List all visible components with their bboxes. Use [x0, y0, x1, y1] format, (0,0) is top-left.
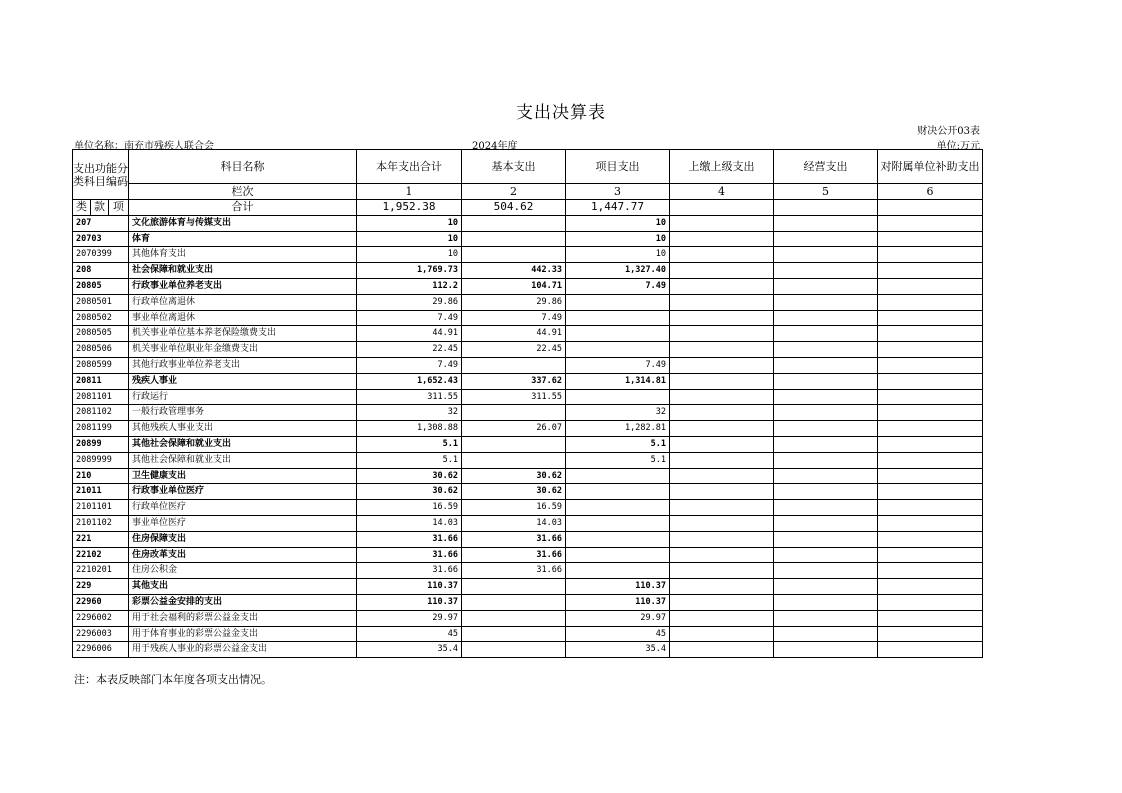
row-code: 20703 [73, 231, 129, 247]
row-project: 5.1 [566, 436, 670, 452]
row-basic [462, 594, 566, 610]
row-remit [670, 278, 774, 294]
row-name: 文化旅游体育与传媒支出 [129, 215, 357, 231]
row-code: 2296003 [73, 626, 129, 642]
row-remit [670, 342, 774, 358]
col-number: 3 [566, 184, 670, 200]
row-subsidy [878, 626, 983, 642]
row-code: 2101101 [73, 500, 129, 516]
row-business [774, 247, 878, 263]
row-remit [670, 389, 774, 405]
table-row [73, 468, 983, 484]
table-row [73, 547, 983, 563]
row-code: 2081102 [73, 405, 129, 421]
row-basic: 31.66 [462, 531, 566, 547]
row-code: 22960 [73, 594, 129, 610]
table-row [73, 326, 983, 342]
footnote: 注：本表反映部门本年度各项支出情况。 [74, 673, 272, 686]
row-basic [462, 452, 566, 468]
total-project: 1,447.77 [566, 200, 670, 216]
row-name: 事业单位医疗 [129, 515, 357, 531]
row-subsidy [878, 484, 983, 500]
row-project: 10 [566, 215, 670, 231]
row-subsidy [878, 278, 983, 294]
row-subsidy [878, 579, 983, 595]
row-subsidy [878, 610, 983, 626]
table-row [73, 626, 983, 642]
row-total: 110.37 [357, 594, 462, 610]
row-name: 彩票公益金安排的支出 [129, 594, 357, 610]
row-business [774, 515, 878, 531]
row-remit [670, 642, 774, 658]
table-row [73, 531, 983, 547]
row-subsidy [878, 452, 983, 468]
row-business [774, 405, 878, 421]
row-project [566, 547, 670, 563]
row-project: 10 [566, 247, 670, 263]
row-code: 2101102 [73, 515, 129, 531]
row-name: 行政事业单位医疗 [129, 484, 357, 500]
row-project: 7.49 [566, 357, 670, 373]
row-project: 1,314.81 [566, 373, 670, 389]
row-code: 2080599 [73, 357, 129, 373]
row-remit [670, 531, 774, 547]
row-code: 207 [73, 215, 129, 231]
row-business [774, 547, 878, 563]
header-kuan: 款 [91, 200, 109, 216]
table-row [73, 563, 983, 579]
row-subsidy [878, 547, 983, 563]
row-total: 311.55 [357, 389, 462, 405]
row-basic: 14.03 [462, 515, 566, 531]
row-remit [670, 452, 774, 468]
row-basic: 30.62 [462, 484, 566, 500]
row-basic [462, 436, 566, 452]
table-row [73, 500, 983, 516]
row-basic: 311.55 [462, 389, 566, 405]
row-project: 1,282.81 [566, 421, 670, 437]
row-remit [670, 310, 774, 326]
table-row [73, 579, 983, 595]
header-col-subsidy: 对附属单位补助支出 [878, 150, 983, 184]
row-basic [462, 247, 566, 263]
header-col-total: 本年支出合计 [357, 150, 462, 184]
header-col-project: 项目支出 [566, 150, 670, 184]
table-row [73, 436, 983, 452]
row-project: 45 [566, 626, 670, 642]
row-remit [670, 547, 774, 563]
table-row [73, 421, 983, 437]
row-business [774, 389, 878, 405]
table-row [73, 405, 983, 421]
row-basic: 337.62 [462, 373, 566, 389]
row-total: 30.62 [357, 468, 462, 484]
table-row [73, 389, 983, 405]
row-name: 住房保障支出 [129, 531, 357, 547]
row-total: 112.2 [357, 278, 462, 294]
row-basic [462, 626, 566, 642]
row-business [774, 294, 878, 310]
row-remit [670, 626, 774, 642]
row-total: 10 [357, 247, 462, 263]
row-business [774, 326, 878, 342]
row-project [566, 515, 670, 531]
row-total: 29.86 [357, 294, 462, 310]
row-code: 2080506 [73, 342, 129, 358]
row-remit [670, 405, 774, 421]
row-business [774, 484, 878, 500]
row-project [566, 294, 670, 310]
row-subsidy [878, 594, 983, 610]
row-basic: 31.66 [462, 547, 566, 563]
row-code: 2070399 [73, 247, 129, 263]
row-remit [670, 563, 774, 579]
row-business [774, 310, 878, 326]
row-total: 10 [357, 231, 462, 247]
row-subsidy [878, 468, 983, 484]
table-row [73, 357, 983, 373]
row-total: 31.66 [357, 547, 462, 563]
row-name: 其他残疾人事业支出 [129, 421, 357, 437]
row-total: 5.1 [357, 452, 462, 468]
row-name: 行政事业单位养老支出 [129, 278, 357, 294]
row-name: 用于残疾人事业的彩票公益金支出 [129, 642, 357, 658]
row-code: 229 [73, 579, 129, 595]
row-name: 行政运行 [129, 389, 357, 405]
row-subsidy [878, 500, 983, 516]
table-row [73, 484, 983, 500]
row-name: 行政单位离退休 [129, 294, 357, 310]
row-subsidy [878, 342, 983, 358]
row-subsidy [878, 231, 983, 247]
row-business [774, 357, 878, 373]
row-basic: 44.91 [462, 326, 566, 342]
row-subsidy [878, 642, 983, 658]
row-subsidy [878, 357, 983, 373]
row-project: 29.97 [566, 610, 670, 626]
row-name: 其他支出 [129, 579, 357, 595]
row-name: 住房改革支出 [129, 547, 357, 563]
row-remit [670, 247, 774, 263]
row-name: 住房公积金 [129, 563, 357, 579]
row-business [774, 436, 878, 452]
row-basic [462, 231, 566, 247]
row-subsidy [878, 326, 983, 342]
row-basic [462, 357, 566, 373]
row-name: 体育 [129, 231, 357, 247]
row-name: 机关事业单位基本养老保险缴费支出 [129, 326, 357, 342]
table-row [73, 231, 983, 247]
table-row [73, 515, 983, 531]
row-basic: 31.66 [462, 563, 566, 579]
row-total: 32 [357, 405, 462, 421]
row-basic: 29.86 [462, 294, 566, 310]
row-name: 机关事业单位职业年金缴费支出 [129, 342, 357, 358]
row-name: 残疾人事业 [129, 373, 357, 389]
row-remit [670, 579, 774, 595]
table-row [73, 610, 983, 626]
row-subsidy [878, 421, 983, 437]
row-subsidy [878, 263, 983, 279]
row-total: 7.49 [357, 310, 462, 326]
row-remit [670, 515, 774, 531]
row-business [774, 531, 878, 547]
row-basic: 442.33 [462, 263, 566, 279]
row-business [774, 215, 878, 231]
col-number: 2 [462, 184, 566, 200]
table-row [73, 310, 983, 326]
row-name: 其他社会保障和就业支出 [129, 452, 357, 468]
row-code: 2296006 [73, 642, 129, 658]
table-row [73, 278, 983, 294]
row-business [774, 626, 878, 642]
row-code: 2089999 [73, 452, 129, 468]
row-code: 20899 [73, 436, 129, 452]
row-business [774, 563, 878, 579]
row-name: 用于体育事业的彩票公益金支出 [129, 626, 357, 642]
row-basic [462, 579, 566, 595]
row-subsidy [878, 247, 983, 263]
row-project: 110.37 [566, 579, 670, 595]
expenditure-table [72, 149, 983, 658]
row-subsidy [878, 515, 983, 531]
row-business [774, 579, 878, 595]
total-total: 1,952.38 [357, 200, 462, 216]
row-project [566, 484, 670, 500]
row-total: 110.37 [357, 579, 462, 595]
row-total: 31.66 [357, 563, 462, 579]
row-project [566, 310, 670, 326]
row-total: 29.97 [357, 610, 462, 626]
row-remit [670, 468, 774, 484]
unit-name: 单位名称：南充市残疾人联合会 [74, 141, 214, 152]
row-basic: 104.71 [462, 278, 566, 294]
row-project: 110.37 [566, 594, 670, 610]
row-name: 其他体育支出 [129, 247, 357, 263]
row-name: 行政单位医疗 [129, 500, 357, 516]
row-total: 14.03 [357, 515, 462, 531]
row-basic: 26.07 [462, 421, 566, 437]
row-subsidy [878, 531, 983, 547]
row-code: 2210201 [73, 563, 129, 579]
row-basic [462, 215, 566, 231]
row-business [774, 452, 878, 468]
header-col-business: 经营支出 [774, 150, 878, 184]
row-name: 一般行政管理事务 [129, 405, 357, 421]
row-subsidy [878, 563, 983, 579]
row-remit [670, 500, 774, 516]
row-business [774, 342, 878, 358]
row-basic: 7.49 [462, 310, 566, 326]
table-row [73, 373, 983, 389]
row-code: 208 [73, 263, 129, 279]
row-project: 1,327.40 [566, 263, 670, 279]
row-remit [670, 484, 774, 500]
row-name: 社会保障和就业支出 [129, 263, 357, 279]
row-remit [670, 215, 774, 231]
row-subsidy [878, 389, 983, 405]
row-remit [670, 326, 774, 342]
table-row [73, 642, 983, 658]
row-code: 2296002 [73, 610, 129, 626]
page-title: 支出决算表 [516, 103, 606, 123]
row-total: 5.1 [357, 436, 462, 452]
row-project: 10 [566, 231, 670, 247]
row-subsidy [878, 215, 983, 231]
row-basic: 22.45 [462, 342, 566, 358]
table-row [73, 452, 983, 468]
report-year: 2024年度 [472, 141, 518, 152]
row-remit [670, 373, 774, 389]
row-project [566, 531, 670, 547]
row-total: 7.49 [357, 357, 462, 373]
row-business [774, 278, 878, 294]
row-project [566, 468, 670, 484]
table-row [73, 294, 983, 310]
row-code: 20805 [73, 278, 129, 294]
row-remit [670, 594, 774, 610]
row-remit [670, 421, 774, 437]
row-business [774, 373, 878, 389]
row-project: 35.4 [566, 642, 670, 658]
form-number: 财决公开03表 [917, 126, 980, 137]
row-remit [670, 294, 774, 310]
row-code: 2080501 [73, 294, 129, 310]
row-business [774, 500, 878, 516]
row-total: 44.91 [357, 326, 462, 342]
row-remit [670, 610, 774, 626]
row-total: 16.59 [357, 500, 462, 516]
row-name: 事业单位离退休 [129, 310, 357, 326]
row-total: 35.4 [357, 642, 462, 658]
row-code: 2080505 [73, 326, 129, 342]
row-business [774, 642, 878, 658]
header-func-code: 支出功能分类科目编码 [73, 150, 129, 200]
row-code: 2080502 [73, 310, 129, 326]
row-project: 5.1 [566, 452, 670, 468]
col-number: 4 [670, 184, 774, 200]
row-total: 31.66 [357, 531, 462, 547]
row-total: 1,769.73 [357, 263, 462, 279]
row-business [774, 263, 878, 279]
row-remit [670, 231, 774, 247]
row-subsidy [878, 294, 983, 310]
row-code: 2081101 [73, 389, 129, 405]
row-remit [670, 263, 774, 279]
header-col-basic: 基本支出 [462, 150, 566, 184]
row-basic: 30.62 [462, 468, 566, 484]
table-row [73, 594, 983, 610]
row-project [566, 500, 670, 516]
header-lanci: 栏次 [129, 184, 357, 200]
row-subsidy [878, 373, 983, 389]
row-total: 45 [357, 626, 462, 642]
row-name: 用于社会福利的彩票公益金支出 [129, 610, 357, 626]
row-project [566, 563, 670, 579]
row-remit [670, 357, 774, 373]
header-item-name: 科目名称 [129, 150, 357, 184]
table-row [73, 215, 983, 231]
row-code: 221 [73, 531, 129, 547]
row-code: 21011 [73, 484, 129, 500]
row-total: 1,652.43 [357, 373, 462, 389]
row-code: 210 [73, 468, 129, 484]
row-remit [670, 436, 774, 452]
row-name: 卫生健康支出 [129, 468, 357, 484]
row-total: 10 [357, 215, 462, 231]
row-project [566, 342, 670, 358]
row-basic: 16.59 [462, 500, 566, 516]
row-total: 30.62 [357, 484, 462, 500]
row-project: 32 [566, 405, 670, 421]
row-name: 其他行政事业单位养老支出 [129, 357, 357, 373]
row-basic [462, 405, 566, 421]
row-subsidy [878, 436, 983, 452]
total-label: 合计 [129, 200, 357, 216]
row-total: 22.45 [357, 342, 462, 358]
row-basic [462, 642, 566, 658]
header-xiang: 项 [109, 200, 129, 216]
table-row [73, 247, 983, 263]
row-business [774, 594, 878, 610]
col-number: 6 [878, 184, 983, 200]
col-number: 5 [774, 184, 878, 200]
header-lei: 类 [73, 200, 91, 216]
row-project [566, 326, 670, 342]
row-basic [462, 610, 566, 626]
table-row [73, 342, 983, 358]
row-business [774, 231, 878, 247]
row-business [774, 610, 878, 626]
col-number: 1 [357, 184, 462, 200]
row-subsidy [878, 405, 983, 421]
total-basic: 504.62 [462, 200, 566, 216]
row-name: 其他社会保障和就业支出 [129, 436, 357, 452]
row-project [566, 389, 670, 405]
row-business [774, 468, 878, 484]
row-business [774, 421, 878, 437]
row-code: 20811 [73, 373, 129, 389]
table-row [73, 263, 983, 279]
currency-unit: 单位:万元 [936, 141, 980, 152]
row-project: 7.49 [566, 278, 670, 294]
row-total: 1,308.88 [357, 421, 462, 437]
row-subsidy [878, 310, 983, 326]
header-col-remit: 上缴上级支出 [670, 150, 774, 184]
row-code: 2081199 [73, 421, 129, 437]
row-code: 22102 [73, 547, 129, 563]
